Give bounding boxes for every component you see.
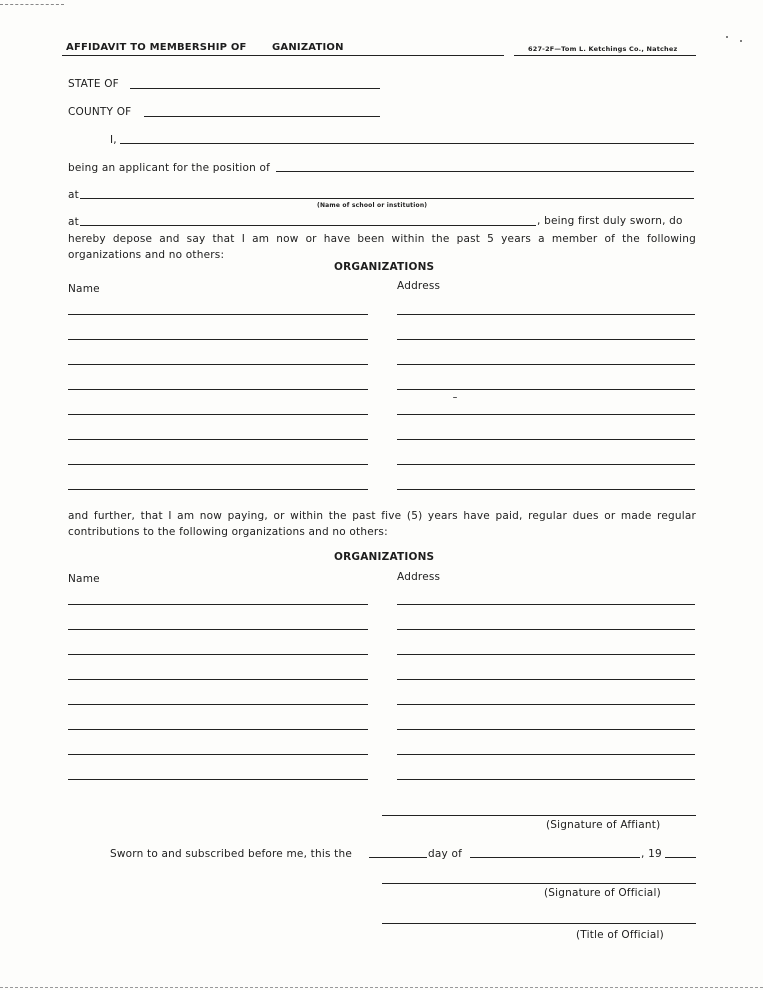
affiant-signature-caption: (Signature of Affiant)	[546, 819, 661, 831]
official-title-caption: (Title of Official)	[576, 929, 664, 941]
official-signature-caption: (Signature of Official)	[544, 887, 661, 899]
day-field[interactable]	[369, 857, 427, 858]
section2-name-header: Name	[68, 573, 100, 585]
section1-name-line[interactable]	[68, 389, 368, 390]
section1-address-line[interactable]	[397, 364, 695, 365]
section1-address-line[interactable]	[397, 464, 695, 465]
section2-name-line[interactable]	[68, 754, 368, 755]
section1-name-line[interactable]	[68, 364, 368, 365]
state-label: STATE OF	[68, 78, 119, 90]
section1-name-line[interactable]	[68, 489, 368, 490]
school-field[interactable]	[80, 198, 694, 199]
printer-underline	[514, 55, 696, 56]
section1-name-line[interactable]	[68, 464, 368, 465]
sworn-clause: , being first duly sworn, do	[537, 215, 683, 227]
section2-address-line[interactable]	[397, 779, 695, 780]
official-title-line[interactable]	[382, 923, 696, 924]
at-label: at	[68, 189, 79, 201]
scan-speck	[740, 40, 742, 42]
scan-edge-bottom	[0, 987, 763, 988]
printer-imprint: 627-2F—Tom L. Ketchings Co., Natchez	[528, 45, 678, 53]
at-location-label: at	[68, 216, 79, 228]
section1-name-line[interactable]	[68, 439, 368, 440]
county-field[interactable]	[144, 116, 380, 117]
section2-address-line[interactable]	[397, 704, 695, 705]
section2-address-header: Address	[397, 571, 441, 583]
section1-name-line[interactable]	[68, 339, 368, 340]
day-of-label: day of	[428, 848, 462, 860]
section1-address-line[interactable]	[397, 489, 695, 490]
sworn-text: Sworn to and subscribed before me, this the	[110, 848, 352, 860]
section1-address-line[interactable]	[397, 314, 695, 315]
section2-heading: ORGANIZATIONS	[334, 551, 435, 563]
section1-address-line[interactable]	[397, 339, 695, 340]
section2-address-line[interactable]	[397, 654, 695, 655]
section1-name-header: Name	[68, 283, 100, 295]
section2-name-line[interactable]	[68, 604, 368, 605]
form-title-tail: GANIZATION	[272, 42, 344, 53]
year-field[interactable]	[665, 857, 696, 858]
section2-name-line[interactable]	[68, 629, 368, 630]
affiant-signature-line[interactable]	[382, 815, 696, 816]
section2-address-line[interactable]	[397, 754, 695, 755]
section1-name-line[interactable]	[68, 314, 368, 315]
position-label: being an applicant for the position of	[68, 162, 271, 174]
section1-heading: ORGANIZATIONS	[334, 261, 435, 273]
scan-edge-top	[0, 4, 64, 5]
county-label: COUNTY OF	[68, 106, 132, 118]
section1-address-line[interactable]	[397, 414, 695, 415]
state-field[interactable]	[130, 88, 380, 89]
section2-name-line[interactable]	[68, 654, 368, 655]
scan-speck	[726, 36, 728, 38]
school-caption: (Name of school or institution)	[317, 202, 428, 209]
i-label: I,	[110, 134, 117, 146]
location-field[interactable]	[80, 225, 536, 226]
scan-speck	[453, 397, 457, 398]
section1-address-line[interactable]	[397, 389, 695, 390]
official-signature-line[interactable]	[382, 883, 696, 884]
section2-name-line[interactable]	[68, 729, 368, 730]
section2-name-line[interactable]	[68, 679, 368, 680]
section1-name-line[interactable]	[68, 414, 368, 415]
position-field[interactable]	[276, 171, 694, 172]
month-field[interactable]	[470, 857, 640, 858]
section2-name-line[interactable]	[68, 704, 368, 705]
section1-address-line[interactable]	[397, 439, 695, 440]
section2-address-line[interactable]	[397, 604, 695, 605]
section2-address-line[interactable]	[397, 679, 695, 680]
section2-address-line[interactable]	[397, 629, 695, 630]
section1-address-header: Address	[397, 280, 441, 292]
section2-name-line[interactable]	[68, 779, 368, 780]
year-prefix: , 19	[641, 848, 662, 860]
dues-statement: and further, that I am now paying, or within the past five (5) years have paid, regular dues or made regular contributions to the following organizations and no others:	[68, 510, 696, 538]
section2-address-line[interactable]	[397, 729, 695, 730]
applicant-name-field[interactable]	[120, 143, 694, 144]
membership-statement: hereby depose and say that I am now or have been within the past 5 years a member of the following organizations and no others:	[68, 233, 696, 261]
title-underline	[62, 55, 504, 56]
form-title: AFFIDAVIT TO MEMBERSHIP OF	[66, 42, 247, 53]
